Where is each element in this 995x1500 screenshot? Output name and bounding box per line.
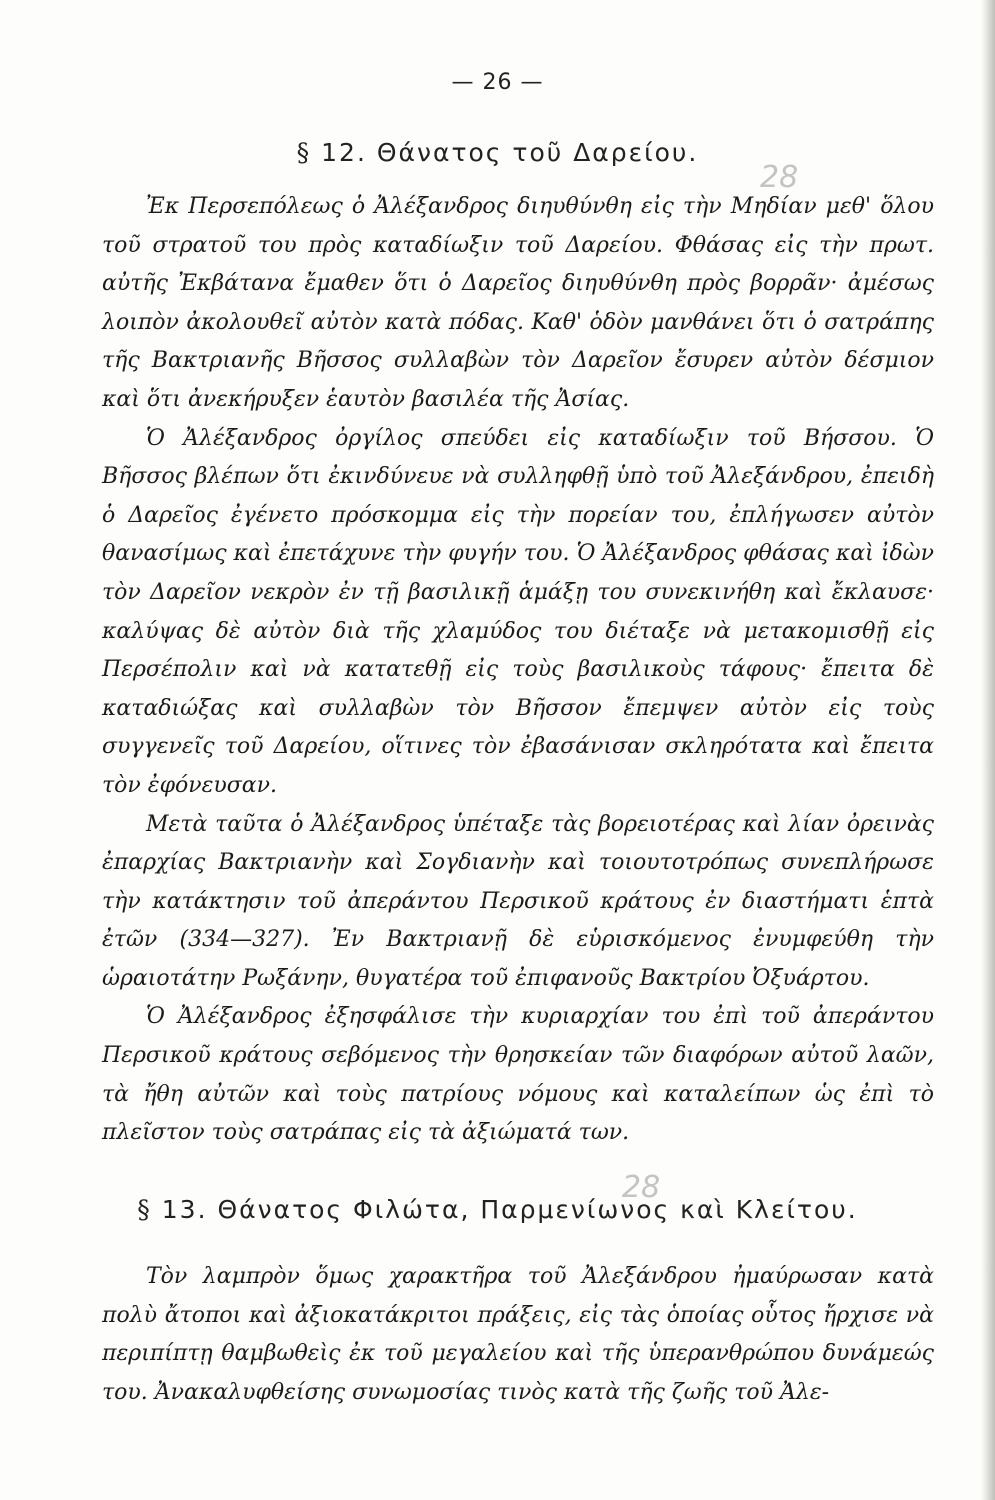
section-12-title: 12. Θάνατος τοῦ Δαρείου. [321, 138, 699, 167]
section-13-heading [0, 1195, 995, 1224]
paragraph: Μετὰ ταῦτα ὁ Ἀλέξανδρος ὑπέταξε τὰς βορειοτέρας καὶ λίαν ὀρεινὰς ἐπαρχίας Βακτριανὴν καὶ Σογδιανὴν καὶ τοιουτοτρόπως συνεπλήρωσε τὴν κατάκτησιν τοῦ ἀπεράντου Περσικοῦ κράτους ἐν διαστήματι ἑπτὰ ἐτῶν (334—327). Ἐν Βακτριανῇ δὲ εὑρισκόμενος ἐνυμφεύθη τὴν ὡραιοτάτην Ρωξάνην, θυγατέρα τοῦ ἐπιφανοῦς Βακτρίου Ὀξυάρτου. [102, 811, 934, 991]
paragraph: Τὸν λαμπρὸν ὅμως χαρακτῆρα τοῦ Ἀλεξάνδρου ἠμαύρωσαν κατὰ πολὺ ἄτοποι καὶ ἀξιοκατάκριτοι πράξεις, εἰς τὰς ὁποίας οὗτος ἤρχισε νὰ περιπίπτῃ θαμβωθεὶς ἐκ τοῦ μεγαλείου καὶ τῆς ὑπερανθρώπου δυνάμεώς του. Ἀνακαλυφθείσης συνωμοσίας τινὸς κατὰ τῆς ζωῆς τοῦ Ἀλε- [102, 1264, 934, 1405]
pencil-mark-28: 28 [622, 1170, 661, 1205]
section-sign: § [296, 138, 312, 167]
section-12-heading [0, 138, 995, 167]
section-12-body [102, 188, 934, 1153]
page-edge-shadow [981, 0, 995, 1500]
paragraph: Ὁ Ἀλέξανδρος ἐξησφάλισε τὴν κυριαρχίαν του ἐπὶ τοῦ ἀπεράντου Περσικοῦ κράτους σεβόμενος τὴν θρησκείαν τῶν διαφόρων αὐτοῦ λαῶν, τὰ ἤθη αὐτῶν καὶ τοὺς πατρίους νόμους καὶ καταλείπων ὡς ἐπὶ τὸ πλεῖστον τοὺς σατράπας εἰς τὰ ἀξιώματά των. [102, 1004, 934, 1146]
paragraph: Ὁ Ἀλέξανδρος ὀργίλος σπεύδει εἰς καταδίωξιν τοῦ Βήσσου. Ὁ Βῆσσος βλέπων ὅτι ἐκινδύνευε νὰ συλληφθῇ ὑπὸ τοῦ Ἀλεξάνδρου, ἐπειδὴ ὁ Δαρεῖος ἐγένετο πρόσκομμα εἰς τὴν πορείαν του, ἐπλήγωσεν αὐτὸν θανασίμως καὶ ἐπετάχυνε τὴν φυγήν του. Ὁ Ἀλέξανδρος φθάσας καὶ ἰδὼν τὸν Δαρεῖον νεκρὸν ἐν τῇ βασιλικῇ ἁμάξῃ του συνεκινήθη καὶ ἔκλαυσε· καλύψας δὲ αὐτὸν διὰ τῆς χλαμύδος του διέταξε νὰ μετακομισθῇ εἰς Περσέπολιν καὶ νὰ κατατεθῇ εἰς τοὺς βασιλικοὺς τάφους· ἔπειτα δὲ καταδιώξας καὶ συλλαβὼν τὸν Βῆσσον ἔπεμψεν αὐτὸν εἰς τοὺς συγγενεῖς τοῦ Δαρείου, οἵτινες τὸν ἐβασάνισαν σκληρότατα καὶ ἔπειτα τὸν ἐφόνευσαν. [102, 425, 934, 798]
section-13-body [102, 1258, 934, 1412]
pencil-mark-28: 28 [760, 160, 799, 195]
section-sign: § [137, 1195, 152, 1224]
section-13-title: 13. Θάνατος Φιλώτα, Παρμενίωνος καὶ Κλείτου. [161, 1195, 858, 1224]
page-number: — 26 — [451, 70, 544, 95]
paragraph: Ἐκ Περσεπόλεως ὁ Ἀλέξανδρος διηυθύνθη εἰς τὴν Μηδίαν μεθ' ὅλου τοῦ στρατοῦ του πρὸς καταδίωξιν τοῦ Δαρείου. Φθάσας εἰς τὴν πρωτ. αὐτῆς Ἐκβάτανα ἔμαθεν ὅτι ὁ Δαρεῖος διηυθύνθη πρὸς βορρᾶν· ἀμέσως λοιπὸν ἀκολουθεῖ αὐτὸν κατὰ πόδας. Καθ' ὁδὸν μανθάνει ὅτι ὁ σατράπης τῆς Βακτριανῆς Βῆσσος συλλαβὼν τὸν Δαρεῖον ἔσυρεν αὐτὸν δέσμιον καὶ ὅτι ἀνεκήρυξεν ἑαυτὸν βασιλέα τῆς Ἀσίας. [102, 194, 934, 412]
